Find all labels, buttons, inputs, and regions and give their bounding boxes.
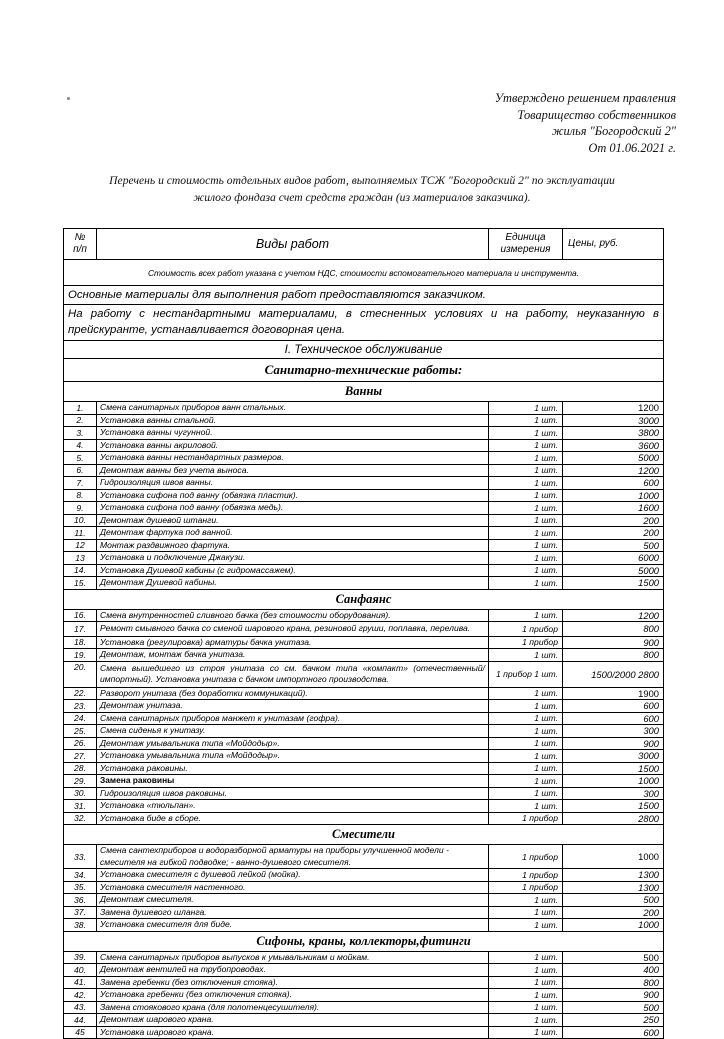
row-price: 1000 bbox=[563, 775, 664, 788]
row-work-description: Демонтаж умывальника типа «Мойдодыр». bbox=[97, 737, 489, 750]
subsection-row bbox=[64, 931, 664, 951]
row-work-description: Гидроизоляция швов раковины. bbox=[97, 787, 489, 800]
row-number: 43. bbox=[64, 1001, 97, 1014]
row-work-description: Смена сантехприборов и водоразборной арматуры на приборы улучшенной модели - смесителя на гибкой подводке; - ванно-душевого смесителя. bbox=[97, 845, 489, 869]
note-row bbox=[64, 260, 664, 286]
row-price: 300 bbox=[563, 787, 664, 800]
table-row bbox=[64, 464, 664, 477]
table-row bbox=[64, 636, 664, 649]
note-row bbox=[64, 305, 664, 341]
price-table bbox=[63, 228, 664, 1039]
row-price: 900 bbox=[563, 989, 664, 1002]
row-number: 8. bbox=[64, 489, 97, 502]
row-unit: 1 шт. bbox=[489, 527, 563, 540]
row-number: 2. bbox=[64, 414, 97, 427]
row-work-description: Гидроизоляция швов ванны. bbox=[97, 477, 489, 490]
row-work-description: Демонтаж фартука под ванной. bbox=[97, 527, 489, 540]
row-unit: 1 шт. bbox=[489, 402, 563, 415]
row-number: 31. bbox=[64, 800, 97, 813]
row-number: 1. bbox=[64, 402, 97, 415]
row-work-description: Установка смесителя для биде. bbox=[97, 919, 489, 932]
row-unit: 1 шт. bbox=[489, 919, 563, 932]
row-number: 32. bbox=[64, 812, 97, 825]
approval-line-3: жилья "Богородский 2" bbox=[551, 124, 676, 138]
row-price: 1300 bbox=[563, 881, 664, 894]
row-unit: 1 шт. bbox=[489, 1001, 563, 1014]
approval-line-2: Товарищество собственников bbox=[517, 107, 676, 122]
note-nonstandard: На работу с нестандартными материалами, в стесненных условиях и на работу, неуказанную в прейскуранте, устанавливается договорная цена. bbox=[64, 305, 664, 341]
row-unit: 1 шт. bbox=[489, 712, 563, 725]
row-unit: 1 прибор bbox=[489, 881, 563, 894]
row-unit: 1 прибор bbox=[489, 845, 563, 869]
row-work-description: Смена санитарных приборов ванн стальных. bbox=[97, 402, 489, 415]
subsection-row bbox=[64, 382, 664, 402]
row-number: 17. bbox=[64, 622, 97, 637]
row-unit: 1 шт. bbox=[489, 750, 563, 763]
row-work-description: Установка (регулировка) арматуры бачка унитаза. bbox=[97, 636, 489, 649]
row-work-description: Демонтаж шарового крана. bbox=[97, 1014, 489, 1027]
row-unit: 1 шт. bbox=[489, 502, 563, 515]
row-number: 27. bbox=[64, 750, 97, 763]
row-unit: 1 прибор bbox=[489, 636, 563, 649]
row-price: 600 bbox=[563, 700, 664, 713]
table-row bbox=[64, 881, 664, 894]
row-unit: 1 шт. bbox=[489, 775, 563, 788]
table-row bbox=[64, 775, 664, 788]
row-work-description: Установка умывальника типа «Мойдодыр». bbox=[97, 750, 489, 763]
row-number: 20. bbox=[64, 661, 97, 687]
row-work-description: Установка «тюльпан». bbox=[97, 800, 489, 813]
row-price: 800 bbox=[563, 622, 664, 637]
note-row bbox=[64, 286, 664, 305]
table-row bbox=[64, 402, 664, 415]
row-number: 22. bbox=[64, 687, 97, 700]
row-work-description: Демонтаж, монтаж бачка унитаза. bbox=[97, 649, 489, 662]
row-price: 1000 bbox=[563, 845, 664, 869]
row-work-description: Демонтаж ванны без учета выноса. bbox=[97, 464, 489, 477]
row-price: 1200 bbox=[563, 464, 664, 477]
table-row bbox=[64, 700, 664, 713]
table-row bbox=[64, 414, 664, 427]
row-price: 3800 bbox=[563, 427, 664, 440]
table-row bbox=[64, 737, 664, 750]
table-row bbox=[64, 502, 664, 515]
row-price: 500 bbox=[563, 894, 664, 907]
row-work-description: Замена стоякового крана (для полотенцесушителя). bbox=[97, 1001, 489, 1014]
table-row bbox=[64, 427, 664, 440]
row-price: 1000 bbox=[563, 489, 664, 502]
row-unit: 1 шт. bbox=[489, 894, 563, 907]
row-number: 16. bbox=[64, 609, 97, 622]
row-unit: 1 шт. bbox=[489, 552, 563, 565]
row-number: 40. bbox=[64, 964, 97, 977]
row-price: 400 bbox=[563, 964, 664, 977]
row-number: 41. bbox=[64, 976, 97, 989]
table-row bbox=[64, 1014, 664, 1027]
table-row bbox=[64, 649, 664, 662]
row-unit: 1 шт. bbox=[489, 737, 563, 750]
row-work-description: Смена санитарных приборов выпусков к умывальникам и мойкам. bbox=[97, 951, 489, 964]
row-price: 6000 bbox=[563, 552, 664, 565]
row-work-description: Замена раковины bbox=[97, 775, 489, 788]
row-work-description: Ремонт смывного бачка со сменой шарового крана, резиновой груши, поплавка, перелива. bbox=[97, 622, 489, 637]
row-number: 15. bbox=[64, 577, 97, 590]
row-work-description: Установка ванны нестандартных размеров. bbox=[97, 452, 489, 465]
row-unit: 1 шт. bbox=[489, 762, 563, 775]
table-row bbox=[64, 845, 664, 869]
row-work-description: Установка смесителя с душевой лейкой (мойка). bbox=[97, 869, 489, 882]
header-cell-work: Виды работ bbox=[97, 229, 489, 260]
row-number: 36. bbox=[64, 894, 97, 907]
row-work-description: Установка биде в сборе. bbox=[97, 812, 489, 825]
row-unit: 1 шт. bbox=[489, 906, 563, 919]
subsection-title: Сифоны, краны, коллекторы,фитинги bbox=[64, 931, 664, 951]
row-unit: 1 шт. bbox=[489, 951, 563, 964]
row-unit: 1 прибор bbox=[489, 869, 563, 882]
table-row bbox=[64, 812, 664, 825]
row-unit: 1 прибор 1 шт. bbox=[489, 661, 563, 687]
row-price: 500 bbox=[563, 951, 664, 964]
row-price: 300 bbox=[563, 725, 664, 738]
row-price: 500 bbox=[563, 1001, 664, 1014]
row-number: 11. bbox=[64, 527, 97, 540]
subsection-title: Ванны bbox=[64, 382, 664, 402]
table-row bbox=[64, 1001, 664, 1014]
table-row bbox=[64, 1026, 664, 1039]
row-unit: 1 шт. bbox=[489, 477, 563, 490]
row-number: 33. bbox=[64, 845, 97, 869]
price-table-body bbox=[64, 229, 664, 1039]
row-unit: 1 шт. bbox=[489, 800, 563, 813]
row-unit: 1 шт. bbox=[489, 976, 563, 989]
row-work-description: Демонтаж смесителя. bbox=[97, 894, 489, 907]
stray-mark bbox=[67, 97, 70, 100]
row-unit: 1 прибор bbox=[489, 622, 563, 637]
row-number: 3. bbox=[64, 427, 97, 440]
table-row bbox=[64, 787, 664, 800]
row-number: 28. bbox=[64, 762, 97, 775]
row-price: 1300 bbox=[563, 869, 664, 882]
row-unit: 1 шт. bbox=[489, 609, 563, 622]
row-price: 3600 bbox=[563, 439, 664, 452]
table-row bbox=[64, 661, 664, 687]
table-row bbox=[64, 712, 664, 725]
row-number: 29. bbox=[64, 775, 97, 788]
row-price: 200 bbox=[563, 527, 664, 540]
row-price: 5000 bbox=[563, 452, 664, 465]
row-price: 1500 bbox=[563, 800, 664, 813]
row-work-description: Монтаж раздвижного фартука. bbox=[97, 539, 489, 552]
row-work-description: Смена сиденья к унитазу. bbox=[97, 725, 489, 738]
row-price: 2800 bbox=[563, 812, 664, 825]
row-unit: 1 шт. bbox=[489, 649, 563, 662]
table-row bbox=[64, 687, 664, 700]
table-row bbox=[64, 514, 664, 527]
subsection-row bbox=[64, 589, 664, 609]
row-price: 200 bbox=[563, 514, 664, 527]
chapter-title: I. Техническое обслуживание bbox=[64, 341, 664, 359]
subsection-title: Смесители bbox=[64, 825, 664, 845]
section-title: Санитарно-технические работы: bbox=[64, 359, 664, 382]
row-price: 1900 bbox=[563, 687, 664, 700]
table-row bbox=[64, 989, 664, 1002]
row-work-description: Установка ванны акриловой. bbox=[97, 439, 489, 452]
row-number: 14. bbox=[64, 564, 97, 577]
row-price: 1500 bbox=[563, 762, 664, 775]
row-number: 38. bbox=[64, 919, 97, 932]
row-price: 1500/2000 2800 bbox=[563, 661, 664, 687]
row-number: 30. bbox=[64, 787, 97, 800]
note-vat: Стоимость всех работ указана с учетом НДС, стоимости вспомогательного материала и инструмента. bbox=[64, 260, 664, 286]
document-title: Перечень и стоимость отдельных видов работ, выполняемых ТСЖ "Богородский 2" по эксплуатации жилого фондаза счет средств граждан (из материалов заказчика). bbox=[109, 174, 615, 204]
row-price: 5000 bbox=[563, 564, 664, 577]
row-number: 10. bbox=[64, 514, 97, 527]
row-unit: 1 шт. bbox=[489, 414, 563, 427]
row-price: 1500 bbox=[563, 577, 664, 590]
table-row bbox=[64, 452, 664, 465]
row-number: 39. bbox=[64, 951, 97, 964]
row-unit: 1 шт. bbox=[489, 1026, 563, 1039]
row-price: 3000 bbox=[563, 414, 664, 427]
table-row bbox=[64, 976, 664, 989]
approval-block bbox=[376, 90, 676, 156]
table-row bbox=[64, 894, 664, 907]
row-work-description: Демонтаж душевой штанги. bbox=[97, 514, 489, 527]
table-row bbox=[64, 552, 664, 565]
table-row bbox=[64, 964, 664, 977]
header-cell-number: № п/п bbox=[64, 229, 97, 260]
row-work-description: Установка и подключение Джакузи. bbox=[97, 552, 489, 565]
row-work-description: Демонтаж Душевой кабины. bbox=[97, 577, 489, 590]
row-unit: 1 шт. bbox=[489, 564, 563, 577]
row-number: 24. bbox=[64, 712, 97, 725]
row-price: 1200 bbox=[563, 402, 664, 415]
header-cell-unit: Единица измерения bbox=[489, 229, 563, 260]
row-price: 200 bbox=[563, 906, 664, 919]
table-row bbox=[64, 564, 664, 577]
row-work-description: Установка ванны чугунной. bbox=[97, 427, 489, 440]
row-price: 1600 bbox=[563, 502, 664, 515]
row-work-description: Установка раковины. bbox=[97, 762, 489, 775]
row-number: 4. bbox=[64, 439, 97, 452]
approval-line-4: От 01.06.2021 г. bbox=[588, 140, 676, 155]
row-work-description: Смена внутренностей сливного бачка (без стоимости оборудования). bbox=[97, 609, 489, 622]
table-row bbox=[64, 477, 664, 490]
row-unit: 1 шт. bbox=[489, 464, 563, 477]
table-row bbox=[64, 951, 664, 964]
subsection-title: Санфаянс bbox=[64, 589, 664, 609]
row-unit: 1 шт. bbox=[489, 787, 563, 800]
subsection-row bbox=[64, 825, 664, 845]
row-price: 800 bbox=[563, 649, 664, 662]
table-row bbox=[64, 906, 664, 919]
row-price: 900 bbox=[563, 636, 664, 649]
row-work-description: Замена душевого шланга. bbox=[97, 906, 489, 919]
row-number: 35. bbox=[64, 881, 97, 894]
row-price: 1200 bbox=[563, 609, 664, 622]
section-row bbox=[64, 359, 664, 382]
row-work-description: Установка Душевой кабины (с гидромассажем). bbox=[97, 564, 489, 577]
row-number: 12 bbox=[64, 539, 97, 552]
table-row bbox=[64, 762, 664, 775]
row-work-description: Замена гребенки (без отключения стояка). bbox=[97, 976, 489, 989]
row-unit: 1 шт. bbox=[489, 452, 563, 465]
row-number: 34. bbox=[64, 869, 97, 882]
table-row bbox=[64, 577, 664, 590]
row-work-description: Установка ванны стальной. bbox=[97, 414, 489, 427]
row-price: 500 bbox=[563, 539, 664, 552]
row-price: 600 bbox=[563, 712, 664, 725]
table-row bbox=[64, 609, 664, 622]
row-number: 5. bbox=[64, 452, 97, 465]
row-work-description: Демонтаж вентилей на трубопроводах. bbox=[97, 964, 489, 977]
row-number: 42. bbox=[64, 989, 97, 1002]
row-price: 3000 bbox=[563, 750, 664, 763]
row-number: 45 bbox=[64, 1026, 97, 1039]
row-number: 19. bbox=[64, 649, 97, 662]
row-price: 600 bbox=[563, 477, 664, 490]
row-price: 1000 bbox=[563, 919, 664, 932]
row-unit: 1 шт. bbox=[489, 700, 563, 713]
row-work-description: Установка смесителя настенного. bbox=[97, 881, 489, 894]
row-number: 23. bbox=[64, 700, 97, 713]
table-row bbox=[64, 527, 664, 540]
table-row bbox=[64, 800, 664, 813]
row-number: 6. bbox=[64, 464, 97, 477]
row-unit: 1 шт. bbox=[489, 514, 563, 527]
header-cell-price: Цены, руб. bbox=[563, 229, 664, 260]
row-work-description: Установка шарового крана. bbox=[97, 1026, 489, 1039]
row-unit: 1 шт. bbox=[489, 725, 563, 738]
row-unit: 1 прибор bbox=[489, 812, 563, 825]
table-row bbox=[64, 869, 664, 882]
row-unit: 1 шт. bbox=[489, 427, 563, 440]
row-unit: 1 шт. bbox=[489, 989, 563, 1002]
approval-line-1: Утверждено решением правления bbox=[494, 91, 676, 105]
note-materials: Основные материалы для выполнения работ предоставляются заказчиком. bbox=[64, 286, 664, 305]
row-work-description: Демонтаж унитаза. bbox=[97, 700, 489, 713]
row-work-description: Установка гребенки (без отключения стояка). bbox=[97, 989, 489, 1002]
row-number: 9. bbox=[64, 502, 97, 515]
row-number: 44. bbox=[64, 1014, 97, 1027]
row-number: 13 bbox=[64, 552, 97, 565]
table-row bbox=[64, 439, 664, 452]
row-unit: 1 шт. bbox=[489, 1014, 563, 1027]
row-number: 25. bbox=[64, 725, 97, 738]
row-number: 37. bbox=[64, 906, 97, 919]
row-number: 7. bbox=[64, 477, 97, 490]
row-work-description: Установка сифона под ванну (обвязка пластик). bbox=[97, 489, 489, 502]
table-row bbox=[64, 489, 664, 502]
row-unit: 1 шт. bbox=[489, 489, 563, 502]
row-unit: 1 шт. bbox=[489, 687, 563, 700]
row-price: 900 bbox=[563, 737, 664, 750]
table-row bbox=[64, 725, 664, 738]
row-unit: 1 шт. bbox=[489, 439, 563, 452]
row-work-description: Смена санитарных приборов манжет к унитазам (гофра). bbox=[97, 712, 489, 725]
chapter-row bbox=[64, 341, 664, 359]
row-work-description: Разворот унитаза (без доработки коммуникаций). bbox=[97, 687, 489, 700]
row-price: 600 bbox=[563, 1026, 664, 1039]
row-work-description: Установка сифона под ванну (обвязка медь). bbox=[97, 502, 489, 515]
row-number: 18. bbox=[64, 636, 97, 649]
row-price: 250 bbox=[563, 1014, 664, 1027]
row-unit: 1 шт. bbox=[489, 539, 563, 552]
row-number: 26. bbox=[64, 737, 97, 750]
table-header-row bbox=[64, 229, 664, 260]
table-row bbox=[64, 539, 664, 552]
table-row bbox=[64, 622, 664, 637]
price-table-wrapper bbox=[63, 228, 663, 1039]
row-unit: 1 шт. bbox=[489, 577, 563, 590]
row-unit: 1 шт. bbox=[489, 964, 563, 977]
table-row bbox=[64, 919, 664, 932]
row-price: 800 bbox=[563, 976, 664, 989]
table-row bbox=[64, 750, 664, 763]
row-work-description: Смена вышедшего из строя унитаза со см. бачком типа «компакт» (отечественный/импортный). Установка унитаза с бачком импортного производства. bbox=[97, 661, 489, 687]
